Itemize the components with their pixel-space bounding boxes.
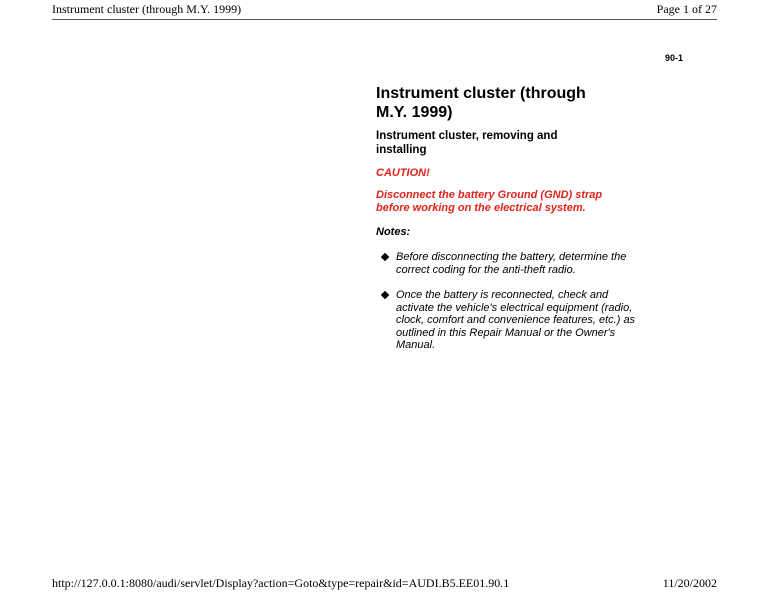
page-number: Page 1 of 27	[656, 2, 717, 16]
notes-label: Notes:	[376, 226, 411, 238]
diamond-bullet-icon	[381, 291, 389, 299]
section-number: 90-1	[664, 53, 683, 63]
diamond-bullet-icon	[381, 253, 389, 261]
page-subtitle: Instrument cluster, removing and installing	[376, 130, 558, 156]
footer-url: http://127.0.0.1:8080/audi/servlet/Display?action=Goto&type=repair&id=AUDI.B5.EE01.90.1	[52, 576, 510, 590]
footer-date: 11/20/2002	[662, 576, 717, 590]
main-content	[376, 84, 646, 365]
page-title: Instrument cluster (through M.Y. 1999)	[376, 85, 586, 121]
header-divider	[52, 19, 717, 20]
caution-label: CAUTION!	[376, 167, 430, 179]
caution-text: Disconnect the battery Ground (GND) strap before working on the electrical system.	[376, 189, 603, 214]
note-text: Once the battery is reconnected, check and activate the vehicle's electrical equipment (radio, clock, comfort and convenience features, etc.) as outlined in this Repair Manual or the Owner's Manual.	[396, 289, 636, 351]
note-item	[376, 289, 646, 352]
document-header-title: Instrument cluster (through M.Y. 1999)	[52, 2, 242, 16]
note-text: Before disconnecting the battery, determine the correct coding for the anti-theft radio.	[396, 251, 627, 276]
note-item	[376, 251, 646, 276]
